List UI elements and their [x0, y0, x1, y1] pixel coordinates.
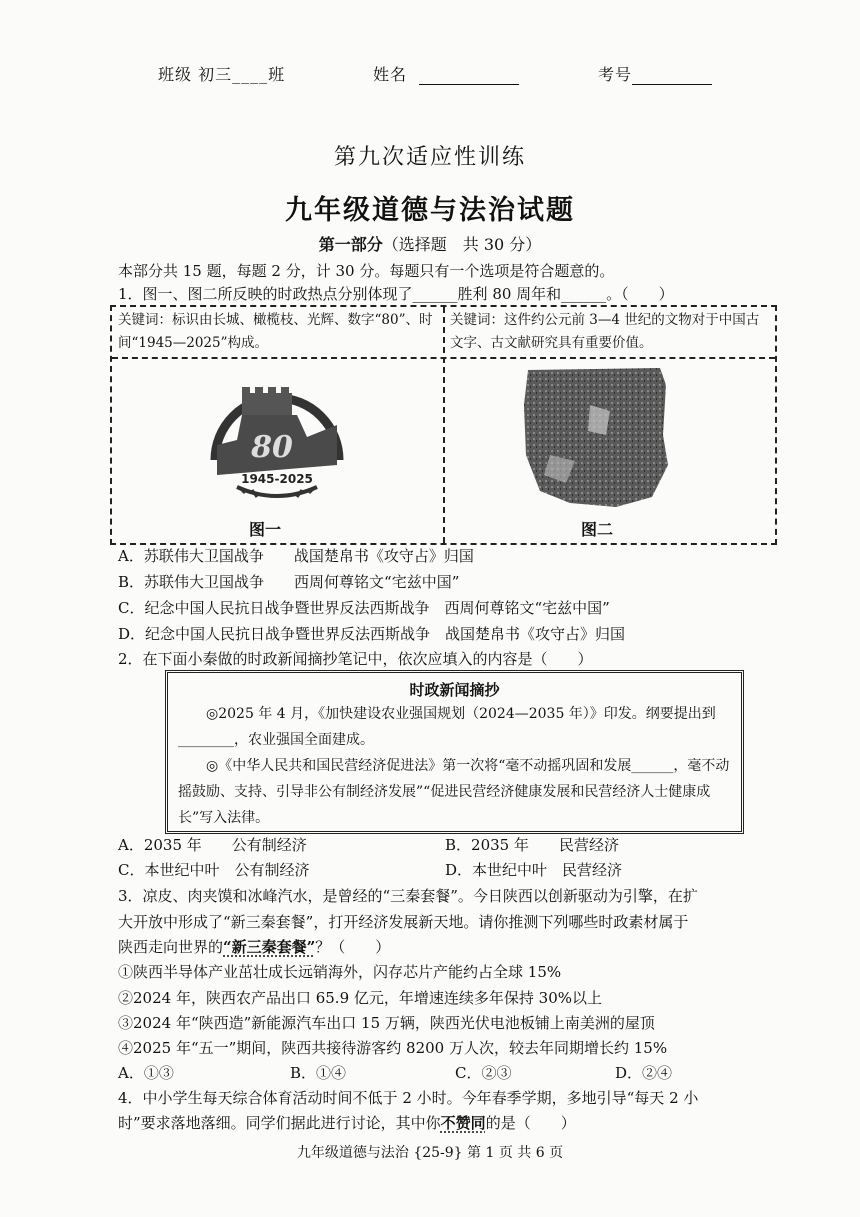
- question-3-option-c: C．②③: [455, 1064, 512, 1082]
- question-1-stem: 1．图一、图二所反映的时政热点分别体现了______胜利 80 周年和______。（ ）: [118, 285, 674, 303]
- q1-figure-table: [110, 305, 777, 545]
- question-3-stem-line-1: 3．凉皮、肉夹馍和冰峰汽水，是曾经的“三秦套餐”。今日陕西以创新驱动为引擎，在扩: [118, 887, 698, 905]
- question-3-option-d: D．②④: [615, 1064, 673, 1082]
- figure-1-caption: 图一: [249, 520, 282, 539]
- question-3-option-a: A．①③: [118, 1064, 174, 1082]
- instructions: 本部分共 15 题，每题 2 分，计 30 分。每题只有一个选项是符合题意的。: [118, 262, 615, 280]
- news-excerpt-box: [165, 670, 744, 834]
- figure-1-keywords: 关键词：标识由长城、橄榄枝、光辉、数字“80”、时间“1945—2025”构成。: [118, 312, 433, 351]
- question-1-option-c: C．纪念中国人民抗日战争暨世界反法西斯战争 西周何尊铭文“宅兹中国”: [118, 599, 610, 617]
- logo-number: 80: [251, 430, 293, 465]
- anniversary-logo: [197, 365, 357, 510]
- class-field: 班级 初三____班: [158, 65, 286, 84]
- logo-years: 1945-2025: [241, 472, 313, 486]
- question-2-stem: 2．在下面小秦做的时政新闻摘抄笔记中，依次应填入的内容是（ ）: [118, 650, 593, 668]
- question-3-item-2: ②2024 年，陕西农产品出口 65.9 亿元，年增速连续多年保持 30%以上: [118, 989, 602, 1007]
- part-heading: 第一部分（选择题 共 30 分）: [318, 235, 542, 254]
- name-field: 姓名: [373, 62, 519, 85]
- news-box-title: 时政新闻摘抄: [409, 681, 500, 699]
- exam-subtitle: 第九次适应性训练: [333, 145, 526, 170]
- exam-title: 九年级道德与法治试题: [285, 195, 575, 226]
- silk-manuscript-image: [520, 365, 670, 510]
- question-3-stem-line-3: 陕西走向世界的“新三秦套餐”？（ ）: [118, 938, 391, 956]
- question-1-option-b: B．苏联伟大卫国战争 西周何尊铭文“宅兹中国”: [118, 573, 460, 591]
- page-footer: 九年级道德与法治 {25-9} 第 1 页 共 6 页: [296, 1145, 564, 1161]
- question-3-item-1: ①陕西半导体产业茁壮成长远销海外，闪存芯片产能约占全球 15%: [118, 963, 562, 981]
- question-3-option-b: B．①④: [290, 1064, 347, 1082]
- question-2-option-d: D．本世纪中叶 民营经济: [445, 861, 623, 879]
- question-3-item-4: ④2025 年“五一”期间，陕西共接待游客约 8200 万人次，较去年同期增长约 15%: [118, 1039, 668, 1057]
- question-4-stem-line-1: 4．中小学生每天综合体育活动时间不低于 2 小时。今年春季学期，多地引导“每天 2 小: [118, 1089, 699, 1107]
- question-2-option-a: A．2035 年 公有制经济: [118, 836, 307, 854]
- question-1-option-d: D．纪念中国人民抗日战争暨世界反法西斯战争 战国楚帛书《攻守占》归国: [118, 625, 626, 643]
- figure-2-caption: 图二: [581, 520, 614, 539]
- question-2-option-c: C．本世纪中叶 公有制经济: [118, 861, 310, 879]
- news-paragraph-2: ◎《中华人民共和国民营经济促进法》第一次将“毫不动摇巩固和发展______，毫不动摇鼓励、支持、引导非公有制经济发展”“促进民营经济健康发展和民营经济人士健康成长”写入法律。: [178, 758, 730, 826]
- question-3-item-3: ③2024 年“陕西造”新能源汽车出口 15 万辆，陕西光伏电池板铺上南美洲的屋顶: [118, 1014, 655, 1032]
- question-2-option-b: B．2035 年 民营经济: [445, 836, 619, 854]
- figure-2-keywords: 关键词：这件约公元前 3—4 世纪的文物对于中国古文字、古文献研究具有重要价值。: [450, 312, 760, 351]
- news-paragraph-1: ◎2025 年 4 月，《加快建设农业强国规划（2024—2035 年）》印发。纲要提出到________，农业强国全面建成。: [178, 706, 716, 748]
- question-1-option-a: A．苏联伟大卫国战争 战国楚帛书《攻守占》归国: [118, 547, 474, 565]
- exam-number-field: 考号: [598, 62, 712, 85]
- question-4-stem-line-2: 时”要求落地落细。同学们据此进行讨论，其中你不赞同的是（ ）: [118, 1114, 576, 1132]
- question-3-stem-line-2: 大开放中形成了“新三秦套餐”，打开经济发展新天地。请你推测下列哪些时政素材属于: [118, 913, 689, 931]
